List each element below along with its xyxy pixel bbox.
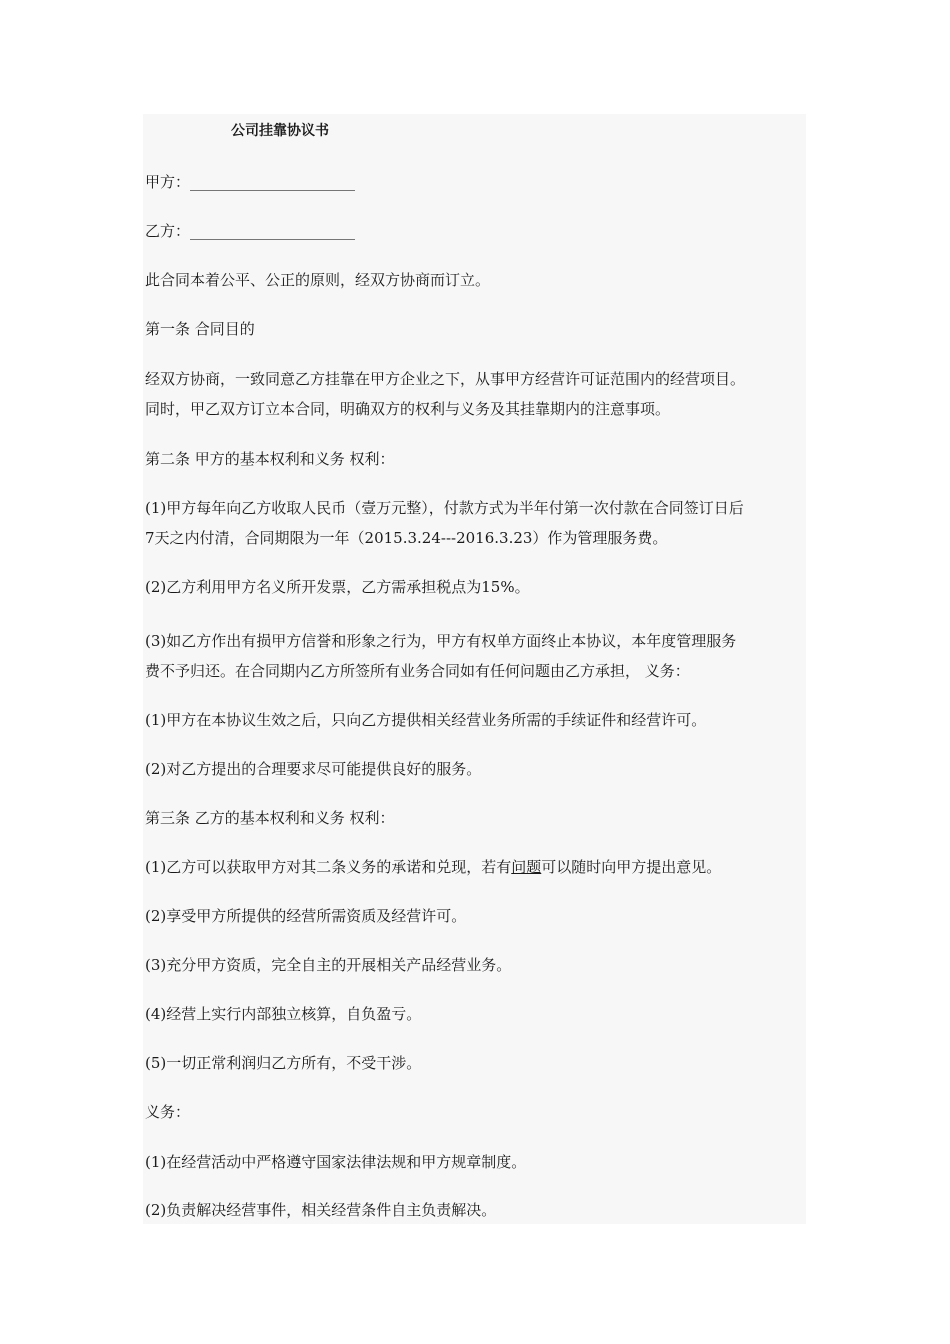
article-3-heading: 第三条 乙方的基本权利和义务 权利： [145, 809, 395, 827]
article-1-heading: 第一条 合同目的 [145, 320, 255, 338]
article-2-right-3-line-1: (3)如乙方作出有损甲方信誉和形象之行为，甲方有权单方面终止本协议，本年度管理服务 [145, 632, 737, 650]
article-3-right-1-text: (1)乙方可以获取甲方对其二条义务的承诺和兑现，若有 [145, 858, 512, 876]
article-3-right-4: (4)经营上实行内部独立核算，自负盈亏。 [145, 1005, 422, 1023]
document-title: 公司挂靠协议书 [231, 123, 329, 139]
article-3-right-1 [145, 857, 721, 877]
article-2-right-1-line-1: (1)甲方每年向乙方收取人民币（壹万元整），付款方式为半年付第一次付款在合同签订日后 [145, 499, 744, 517]
article-2-duty-2: (2)对乙方提出的合理要求尽可能提供良好的服务。 [145, 760, 482, 778]
intro-paragraph: 此合同本着公平、公正的原则，经双方协商而订立。 [145, 271, 491, 289]
article-3-duty-1: (1)在经营活动中严格遵守国家法律法规和甲方规章制度。 [145, 1153, 527, 1171]
party-a-line: 甲方：______________________ [145, 173, 356, 191]
article-3-right-5: (5)一切正常利润归乙方所有，不受干涉。 [145, 1054, 422, 1072]
problem-link[interactable]: 问题 [511, 858, 542, 876]
article-3-duty-2: (2)负责解决经营事件，相关经营条件自主负责解决。 [145, 1201, 497, 1219]
article-2-heading: 第二条 甲方的基本权利和义务 权利： [145, 450, 395, 468]
article-3-right-2: (2)享受甲方所提供的经营所需资质及经营许可。 [145, 907, 467, 925]
article-2-right-2: (2)乙方利用甲方名义所开发票，乙方需承担税点为15%。 [145, 578, 530, 596]
article-3-right-3: (3)充分甲方资质，完全自主的开展相关产品经营业务。 [145, 956, 512, 974]
article-1-text-line-1: 经双方协商，一致同意乙方挂靠在甲方企业之下，从事甲方经营许可证范围内的经营项目。 [145, 370, 746, 388]
party-b-line: 乙方：______________________ [145, 222, 356, 240]
article-3-duty-heading: 义务： [145, 1103, 191, 1121]
article-2-duty-1: (1)甲方在本协议生效之后，只向乙方提供相关经营业务所需的手续证件和经营许可。 [145, 711, 707, 729]
article-3-right-1-text-end: 可以随时向甲方提出意见。 [541, 858, 722, 876]
article-1-text-line-2: 同时，甲乙双方订立本合同，明确双方的权利与义务及其挂靠期内的注意事项。 [145, 400, 671, 418]
article-2-right-1-line-2: 7天之内付清，合同期限为一年（2015.3.24---2016.3.23）作为管理服务费。 [145, 529, 668, 547]
article-2-right-3-line-2: 费不予归还。在合同期内乙方所签所有业务合同如有任何问题由乙方承担， 义务： [145, 662, 690, 680]
